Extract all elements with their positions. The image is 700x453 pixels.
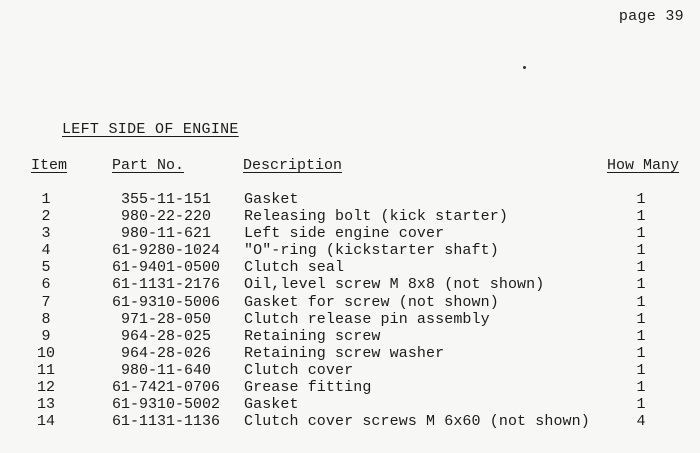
- part-number: 355-11-151: [120, 191, 211, 208]
- table-row: [0, 362, 700, 379]
- part-description: Grease fitting: [244, 379, 372, 397]
- item-number: 13: [36, 396, 55, 414]
- part-number: 964-28-025: [120, 327, 211, 345]
- part-description: "O"-ring (kickstarter shaft): [244, 242, 499, 260]
- part-description: Gasket for screw (not shown): [244, 293, 499, 311]
- parts-table-body: [0, 191, 700, 430]
- quantity: 1: [636, 293, 646, 311]
- quantity: 1: [636, 191, 646, 208]
- item-number: 10: [36, 344, 55, 362]
- item-number: 2: [41, 208, 51, 226]
- page-number: page 39: [618, 8, 684, 25]
- quantity: 1: [636, 396, 646, 414]
- part-number: 980-22-220: [120, 208, 211, 226]
- table-row: [0, 191, 700, 208]
- table-row: [0, 242, 700, 259]
- table-row: [0, 294, 700, 311]
- part-description: Clutch release pin assembly: [244, 310, 490, 328]
- quantity: 1: [636, 259, 646, 277]
- table-row: [0, 379, 700, 396]
- table-row: [0, 259, 700, 276]
- part-description: Retaining screw: [244, 327, 381, 345]
- part-number: 964-28-026: [120, 344, 211, 362]
- table-row: [0, 328, 700, 345]
- quantity: 4: [636, 413, 646, 431]
- item-number: 6: [41, 276, 51, 294]
- table-row: [0, 208, 700, 225]
- header-part-no: Part No.: [112, 157, 185, 174]
- quantity: 1: [636, 242, 646, 260]
- item-number: 1: [41, 191, 51, 208]
- part-description: Gasket: [244, 396, 299, 414]
- part-number: 61-9401-0500: [111, 259, 221, 277]
- table-row: [0, 413, 700, 430]
- item-number: 14: [36, 413, 55, 431]
- item-number: 9: [41, 327, 51, 345]
- quantity: 1: [636, 310, 646, 328]
- quantity: 1: [636, 208, 646, 226]
- part-number: 980-11-640: [120, 361, 211, 379]
- part-number: 980-11-621: [120, 225, 211, 243]
- item-number: 8: [41, 310, 51, 328]
- part-number: 61-1131-2176: [111, 276, 221, 294]
- part-description: Clutch cover screws M 6x60 (not shown): [244, 413, 590, 431]
- part-number: 61-9280-1024: [111, 242, 221, 260]
- part-description: Left side engine cover: [244, 225, 445, 243]
- item-number: 4: [41, 242, 51, 260]
- part-description: Releasing bolt (kick starter): [244, 208, 508, 226]
- section-title: LEFT SIDE OF ENGINE: [62, 121, 239, 138]
- table-row: [0, 225, 700, 242]
- quantity: 1: [636, 361, 646, 379]
- part-description: Retaining screw washer: [244, 344, 445, 362]
- quantity: 1: [636, 327, 646, 345]
- header-how-many: How Many: [607, 157, 680, 174]
- table-row: [0, 311, 700, 328]
- quantity: 1: [636, 225, 646, 243]
- part-number: 61-9310-5006: [111, 293, 221, 311]
- part-number: 61-9310-5002: [111, 396, 221, 414]
- part-number: 971-28-050: [120, 310, 211, 328]
- item-number: 12: [36, 379, 55, 397]
- item-number: 3: [41, 225, 51, 243]
- part-description: Gasket: [244, 191, 299, 208]
- header-item: Item: [31, 157, 68, 174]
- part-description: Oil,level screw M 8x8 (not shown): [244, 276, 545, 294]
- quantity: 1: [636, 379, 646, 397]
- part-description: Clutch seal: [244, 259, 345, 277]
- item-number: 5: [41, 259, 51, 277]
- part-description: Clutch cover: [244, 361, 354, 379]
- paper-speck: [523, 66, 526, 69]
- table-row: [0, 276, 700, 293]
- item-number: 11: [36, 361, 55, 379]
- part-number: 61-1131-1136: [111, 413, 221, 431]
- part-number: 61-7421-0706: [111, 379, 221, 397]
- item-number: 7: [41, 293, 51, 311]
- header-description: Description: [243, 157, 343, 174]
- table-row: [0, 345, 700, 362]
- quantity: 1: [636, 276, 646, 294]
- table-row: [0, 396, 700, 413]
- quantity: 1: [636, 344, 646, 362]
